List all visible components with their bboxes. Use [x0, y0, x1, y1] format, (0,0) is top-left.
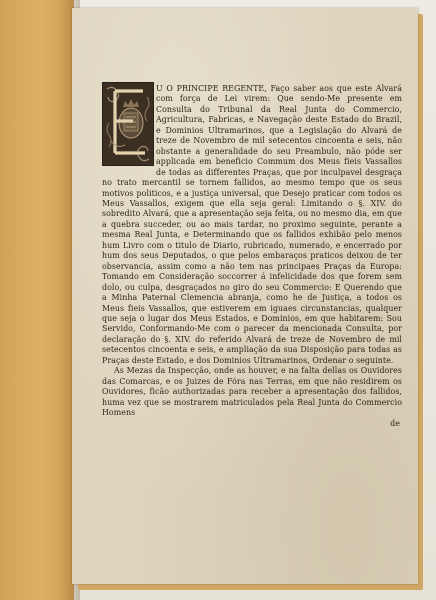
decorated-initial-e: [102, 82, 154, 166]
paragraph-2-text: As Mezas da Inspecção, onde as houver, e na falta dellas os Ouvidores das Comarcas, e os Juizes de Fóra nas Terras, em que não residirem os Ouvidores, ficão authorizadas para receber a apresentação dos fallidos, huma vez que se mostrarem matriculados pela Real Junta do Commercio Homens: [102, 366, 402, 418]
document-page: [72, 8, 418, 584]
ornament-icon: [103, 83, 153, 165]
opening-caps: U O PRINCIPE REGENTE: [156, 84, 265, 93]
paragraph-1-text: , Faço saber aos que este Alvará com força de Lei virem: Que sendo-Me presente em Consulta do Tribunal da Real Junta do Commercio, Agricultura, Fabricas, e Navegação deste Estado do Brazil, e Dominios Ultramarinos, que a Legislação do Alvará de treze de Novembro de mil setecentos cincoenta e seis, não obstante a generalidade do seu Preambulo, não póde ser applicada em beneficio Commum dos Meus fieis Vassallos de todas as differentes Praças, que por inculpavel desgraça no trato mercantil se tornem fallidos, ao mesmo tempo que os seus motivos politicos, e a justiça universal, que Desejo praticar com todos os Meus Vassallos, exigem que ella seja geral: Limitando o §. XIV. do sobredito Alvará, que a apresentação seja feita, ou no mesmo dia, em que a quebra succeder, ou ao mais tardar, no proximo seguinte, perante a mesma Real Junta, e Determinando que os fallidos exhibão pelo menos hum Livro com o titulo de Diario, rubricado, numerado, e encerrado por hum dos seus Deputados, o que pelos embaraços praticos deixou de ter observancia, assim como a não tem nas principaes Praças da Europa: Tomando em Consideração soccorrer á infelicidade dos que forem sem dolo, ou culpa, desgraçados no giro do seu Commercio: E Querendo que a Minha Paternal Clemencia abranja, como he de Justiça, a todos os Meus fieis Vassallos, que estiverem em iguaes circunstancias, qualquer que seja o lugar dos Meus Estados, e Dominios, em que habitarem: Sou Servido, Conformando-Me com o parecer da mencionada Consulta, por declaração do §. XIV. do referido Alvará de treze de Novembro de mil setecentos cincoenta e seis, e ampliação da sua Disposição para todas as Praças deste Estado, e dos Dominios Ultramarinos, Ordenar o seguinte.: [102, 84, 402, 365]
paragraph-2: [102, 366, 402, 418]
catchword: de: [390, 418, 400, 428]
